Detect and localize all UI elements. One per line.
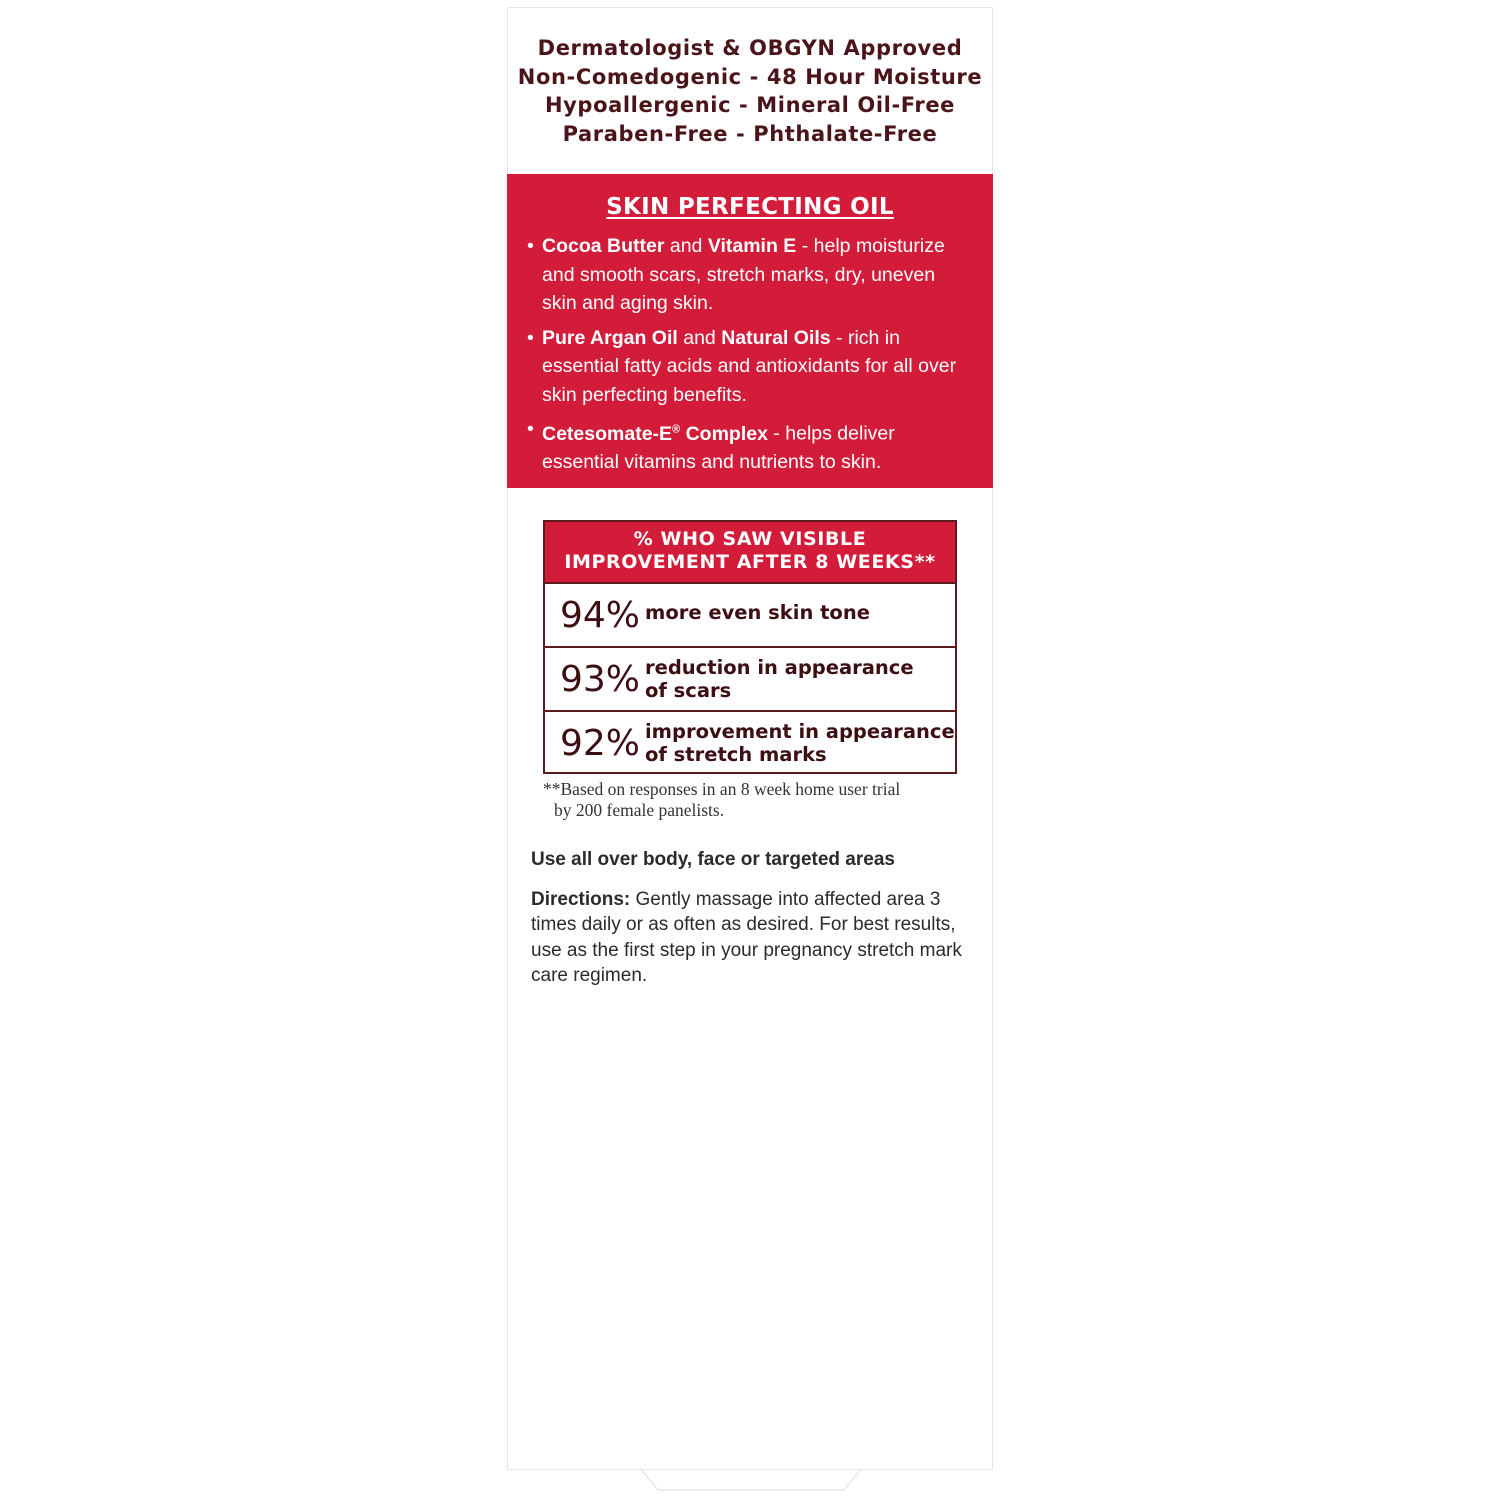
benefit-item [527,415,973,477]
result-percent: 94% [560,595,641,636]
result-label-line: more even skin tone [645,601,870,624]
result-percent: 93% [560,659,641,700]
benefit-text: - help moisturize and smooth scars, stretch marks, dry, uneven skin and aging skin. [542,235,945,314]
benefit-connector: and [677,326,722,349]
result-label-line: reduction in appearance [645,656,914,679]
results-table [543,520,957,774]
claim-line: Dermatologist & OBGYN Approved [537,36,963,60]
certification-claims [507,34,993,149]
result-percent: 92% [560,723,641,764]
result-label-line: improvement in appearance [645,720,955,743]
benefit-item [527,232,973,318]
table-row [545,710,955,772]
benefits-band [507,174,993,488]
benefits-title: SKIN PERFECTING OIL [606,194,894,220]
benefit-item [527,324,973,410]
benefit-ingredient: Pure Argan Oil [542,326,678,349]
usage-heading: Use all over body, face or targeted areas [531,849,895,870]
result-label [645,720,955,766]
benefit-text: - rich in essential fatty acids and antioxidants for all over skin perfecting benefits. [542,326,957,406]
benefit-connector: and [664,235,708,257]
claim-line: Non-Comedogenic - 48 Hour Moisture [517,64,983,89]
directions-label: Directions: [531,889,631,910]
package-tab [640,1468,862,1494]
benefit-ingredient-name: Cetesomate-E [542,422,673,445]
registered-mark: ® [672,423,681,435]
footnote-line: **Based on responses in an 8 week home user trial [543,779,901,799]
result-label-line: of stretch marks [645,743,827,766]
results-title-line: % WHO SAW VISIBLE [633,528,867,550]
table-row [545,646,955,710]
benefit-ingredient: Natural Oils [721,326,831,349]
directions-text [531,887,971,988]
benefit-ingredient [542,423,768,445]
benefit-ingredient-name: Complex [680,422,768,445]
result-label [645,656,955,702]
claim-line: Hypoallergenic - Mineral Oil-Free [544,93,956,118]
table-row [545,582,955,646]
benefit-ingredient: Cocoa Butter [542,235,665,257]
results-footnote [543,779,963,821]
benefit-ingredient: Vitamin E [707,235,797,257]
results-table-header [545,522,955,582]
benefit-text: - helps deliver essential vitamins and nutrients to skin. [542,422,895,473]
directions-body: Gently massage into affected area 3 times daily or as often as desired. For best results, use as the first step in your pregnancy stretch mark care regimen. [531,889,962,986]
benefits-list [527,232,973,483]
footnote-line: by 200 female panelists. [554,800,725,820]
results-title-line: IMPROVEMENT AFTER 8 WEEKS** [564,551,936,573]
result-label-line: of scars [645,679,732,702]
result-label [645,601,955,624]
claim-line: Paraben-Free - Phthalate-Free [562,122,938,147]
